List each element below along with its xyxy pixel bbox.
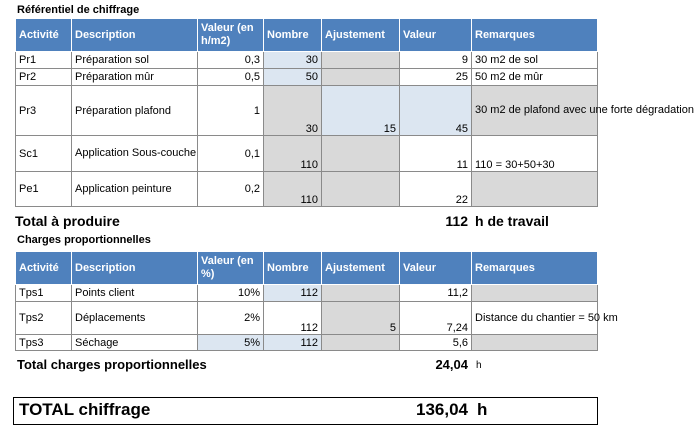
cell-code: Sc1 [16, 136, 72, 172]
cell-valeur-unitaire: 0,1 [198, 136, 264, 172]
cell-valeur-unitaire: 0,2 [198, 172, 264, 207]
grand-total-unit: h [477, 400, 488, 419]
table-row [16, 52, 598, 69]
cell-ajustement [322, 136, 400, 172]
total-produire-label: Total à produire [15, 213, 120, 229]
cell-code: Pe1 [16, 172, 72, 207]
table-row [16, 69, 598, 86]
header-valeur-unitaire: Valeur (en h/m2) [198, 19, 264, 52]
cell-nombre: 30 [264, 86, 322, 136]
grand-total-value: 136,04 [416, 400, 468, 419]
header-ajustement: Ajustement [322, 252, 400, 285]
table-row [16, 172, 598, 207]
header-valeur: Valeur [400, 252, 472, 285]
total-charges-label: Total charges proportionnelles [17, 357, 207, 372]
header-activite: Activité [16, 252, 72, 285]
cell-description: Séchage [72, 335, 198, 351]
charges-table [15, 251, 618, 351]
cell-valeur: 5,6 [400, 335, 472, 351]
cell-description: Application Sous-couche [72, 136, 198, 172]
cell-description: Déplacements [72, 302, 198, 335]
total-charges-unit: h [476, 360, 482, 371]
header-valeur-pourcent: Valeur (en %) [198, 252, 264, 285]
cell-nombre: 112 [264, 302, 322, 335]
section-title-charges: Charges proportionnelles [17, 234, 151, 246]
total-charges-value: 24,04 [435, 357, 468, 372]
table-row [16, 302, 598, 335]
cell-valeur-unitaire: 0,5 [198, 69, 264, 86]
header-nombre: Nombre [264, 19, 322, 52]
cell-ajustement [322, 52, 400, 69]
cell-remarque: 110 = 30+50+30 [472, 136, 598, 172]
cell-ajustement: 5 [322, 302, 400, 335]
section-title-referentiel: Référentiel de chiffrage [17, 4, 140, 16]
header-remarques: Remarques [472, 19, 598, 52]
cell-nombre: 110 [264, 136, 322, 172]
cell-ajustement [322, 69, 400, 86]
cell-valeur: 7,24 [400, 302, 472, 335]
cell-ajustement [322, 172, 400, 207]
cell-valeur: 25 [400, 69, 472, 86]
cell-valeur-pourcent: 5% [198, 335, 264, 351]
cell-remarque: 30 m2 de sol [472, 52, 598, 69]
cell-nombre: 110 [264, 172, 322, 207]
cell-remarque: 30 m2 de plafond avec une forte dégradation [472, 86, 598, 136]
cell-valeur: 9 [400, 52, 472, 69]
cell-ajustement: 15 [322, 86, 400, 136]
cell-nombre: 50 [264, 69, 322, 86]
cell-description: Préparation plafond [72, 86, 198, 136]
chiffrage-table [15, 18, 694, 207]
cell-valeur-pourcent: 10% [198, 285, 264, 302]
table-row [16, 136, 598, 172]
header-ajustement: Ajustement [322, 19, 400, 52]
cell-remarque [472, 335, 598, 351]
table-row [16, 335, 598, 351]
cell-remarque [472, 172, 598, 207]
table-row [16, 86, 598, 136]
total-produire-value: 112 [445, 213, 468, 229]
cell-valeur: 11 [400, 136, 472, 172]
header-valeur: Valeur [400, 19, 472, 52]
cell-valeur: 45 [400, 86, 472, 136]
cell-code: Tps1 [16, 285, 72, 302]
cell-valeur: 11,2 [400, 285, 472, 302]
cell-valeur-unitaire: 0,3 [198, 52, 264, 69]
table-header-row [16, 252, 598, 285]
cell-code: Pr3 [16, 86, 72, 136]
table-row [16, 285, 598, 302]
cell-remarque [472, 285, 598, 302]
cell-nombre: 112 [264, 335, 322, 351]
cell-valeur: 22 [400, 172, 472, 207]
header-activite: Activité [16, 19, 72, 52]
cell-description: Préparation mûr [72, 69, 198, 86]
cell-nombre: 30 [264, 52, 322, 69]
grand-total-label: TOTAL chiffrage [19, 400, 151, 419]
cell-code: Pr1 [16, 52, 72, 69]
cell-code: Pr2 [16, 69, 72, 86]
header-nombre: Nombre [264, 252, 322, 285]
table-header-row [16, 19, 598, 52]
cell-description: Préparation sol [72, 52, 198, 69]
header-description: Description [72, 19, 198, 52]
header-remarques: Remarques [472, 252, 598, 285]
total-produire-unit: h de travail [475, 213, 549, 229]
cell-valeur-pourcent: 2% [198, 302, 264, 335]
cell-ajustement [322, 335, 400, 351]
cell-nombre: 112 [264, 285, 322, 302]
cell-description: Application peinture [72, 172, 198, 207]
cell-code: Tps2 [16, 302, 72, 335]
cell-ajustement [322, 285, 400, 302]
cell-remarque: 50 m2 de mûr [472, 69, 598, 86]
cell-valeur-unitaire: 1 [198, 86, 264, 136]
cell-remarque: Distance du chantier = 50 km [472, 302, 598, 335]
header-description: Description [72, 252, 198, 285]
cell-description: Points client [72, 285, 198, 302]
cell-code: Tps3 [16, 335, 72, 351]
